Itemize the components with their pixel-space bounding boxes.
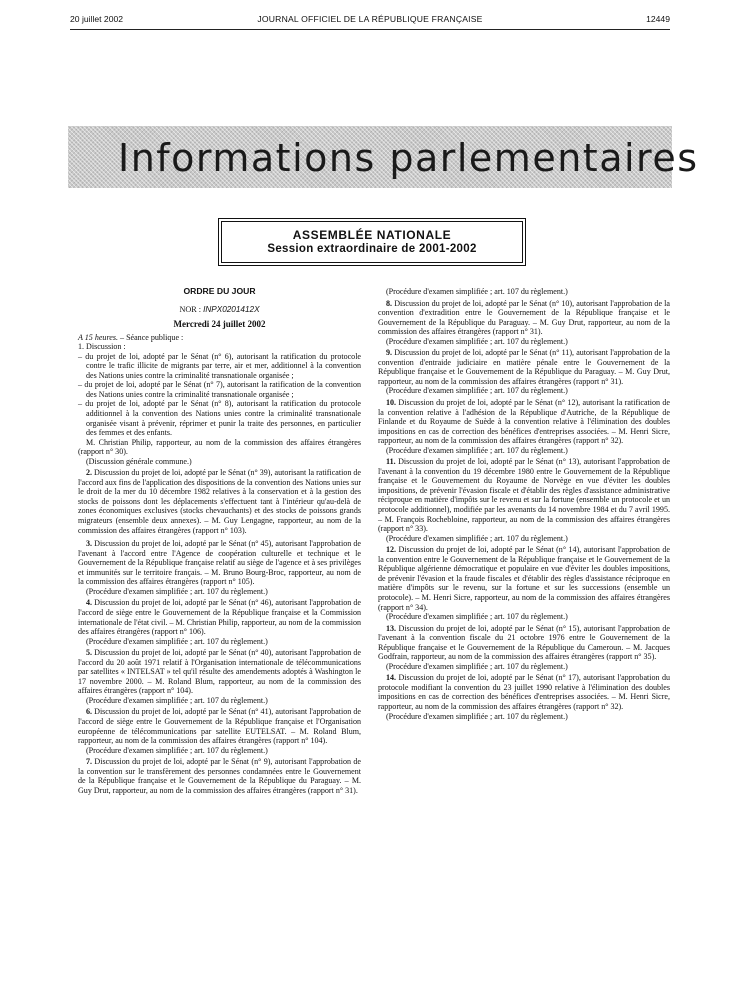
item-text: Discussion du projet de loi, adopté par le Sénat (n° 45), autorisant l'approbation de l'avenant à l'accord entre l'Agence de coopération culturelle et technique et le Gouvernement de la République française relatif au siège de l'agence et à ses privilèges et immunités sur le territoire français. – M. Bruno Bourg-Broc, rapporteur, au nom de la commission des affaires étrangères (rapport n° 105). (78, 539, 361, 587)
agenda-item (78, 707, 361, 745)
agenda-item (378, 398, 670, 446)
nor-code: INPX0201412X (203, 304, 260, 314)
nor-line (78, 305, 361, 315)
bill-bullet: – du projet de loi, adopté par le Sénat (n° 6), autorisant la ratification du protocole contre le trafic illicite de migrants par terre, air et mer, additionnel à la convention des Nations unies contre la criminalité transnationale organisée ; (78, 351, 361, 380)
item-text: Discussion du projet de loi, adopté par le Sénat (n° 14), autorisant l'approbation de la convention entre le Gouvernement de la République française et le Gouvernement de la République algérienne démocratique et populaire en vue d'éviter les doubles impositions, de prévenir l'évasion et la fraude fiscales et d'établir des règles d'assistance réciproque en matière d'impôts sur le revenu, sur la fortune et sur les successions (ensemble un protocole). – M. Henri Sicre, rapporteur, au nom de la commission des affaires étrangères (rapport n° 34). (378, 545, 670, 612)
procedure-note: (Procédure d'examen simplifiée ; art. 107 du règlement.) (386, 445, 568, 455)
agenda-item (378, 673, 670, 711)
item-number: 4. (86, 598, 93, 608)
procedure-note: (Procédure d'examen simplifiée ; art. 107 du règlement.) (386, 612, 568, 622)
item-text: Discussion du projet de loi, adopté par le Sénat (n° 17), autorisant l'approbation du protocole modifiant la convention du 23 juillet 1990 relative à l'élimination des doubles impositions en cas de correction des bénéfices d'entreprises associées. – M. Henri Sicre, rapporteur, au nom de la commission des affaires étrangères (rapport n° 32). (378, 673, 670, 711)
header-page-number: 12449 (646, 14, 670, 24)
assembly-box (221, 221, 523, 263)
item-text: Discussion du projet de loi, adopté par le Sénat (n° 11), autorisant l'approbation de la convention d'entraide judiciaire en matière pénale entre le Gouvernement de la République française et le Gouvernement de la République du Paraguay. – M. Guy Drut, rapporteur, au nom de la commission des affaires étrangères (rapport n° 31). (378, 348, 670, 386)
session-type: – Séance publique : (118, 332, 184, 342)
procedure-note: (Procédure d'examen simplifiée ; art. 107 du règlement.) (386, 386, 568, 396)
item-text: Discussion du projet de loi, adopté par le Sénat (n° 46), autorisant l'approbation de l'accord de siège entre le Gouvernement de la République française et la Commission internationale de l'état civil. – M. Christian Philip, rapporteur, au nom de la commission des affaires étrangères (rapport n° 106). (78, 598, 361, 637)
item-text: Discussion du projet de loi, adopté par le Sénat (n° 41), autorisant l'approbation de l'accord de siège entre le Gouvernement de la République française et l'Organisation européenne de télécommunications par satellite EUTELSAT. – M. Roland Blum, rapporteur, au nom de la commission des affaires étrangères (rapport n° 104). (78, 707, 361, 746)
item-number: 12. (386, 545, 397, 555)
running-header (70, 14, 670, 28)
item-text: Discussion du projet de loi, adopté par le Sénat (n° 12), autorisant la ratification de la convention relative à l'adhésion de la République d'Autriche, de la République de Finlande et du Royaume de Suède à la convention relative à l'élimination des doubles impositions en cas de correction des bénéfices d'entreprises associées. – M. Henri Sicre, rapporteur, au nom de la commission des affaires étrangères (rapport n° 32). (378, 398, 670, 446)
item-number: 2. (86, 468, 93, 478)
agenda-item (78, 648, 361, 696)
agenda-item (78, 598, 361, 636)
agenda-item (78, 757, 361, 795)
item-number: 14. (386, 673, 397, 683)
procedure-note: (Procédure d'examen simplifiée ; art. 107 du règlement.) (386, 533, 568, 543)
bill-bullet: – du projet de loi, adopté par le Sénat (n° 7), autorisant la ratification de la convention des Nations unies contre la criminalité transnationale organisée ; (78, 380, 361, 399)
banner-title: Informations parlementaires (118, 136, 699, 180)
left-column (78, 287, 361, 795)
item-number: 5. (86, 648, 93, 658)
item-text: Discussion du projet de loi, adopté par le Sénat (n° 40), autorisant l'approbation de l'accord du 20 août 1971 relatif à l'Organisation internationale de télécommunications par satellites « INTELSAT » tel qu'il résulte des amendements adoptés à Washington le 17 novembre 2000. – M. Roland Blum, rapporteur, au nom de la commission des affaires étrangères (rapport n° 104). (78, 648, 361, 696)
header-date: 20 juillet 2002 (70, 14, 124, 24)
item-number: 11. (386, 457, 396, 467)
agenda-item (378, 624, 670, 662)
agenda-item (378, 299, 670, 337)
procedure-note: (Procédure d'examen simplifiée ; art. 107 du règlement.) (86, 695, 268, 705)
header-journal-title: JOURNAL OFFICIEL DE LA RÉPUBLIQUE FRANÇAISE (257, 14, 483, 24)
item-number: 13. (386, 623, 397, 633)
assembly-session: Session extraordinaire de 2001-2002 (267, 243, 477, 255)
header-rule (70, 29, 670, 30)
item-number: 10. (386, 398, 397, 408)
item-number: 3. (86, 539, 93, 549)
item-number: 9. (386, 348, 393, 358)
procedure-note: (Procédure d'examen simplifiée ; art. 107 du règlement.) (386, 661, 568, 671)
right-column (378, 287, 670, 723)
section-banner (68, 126, 699, 188)
item-number: 7. (86, 757, 93, 767)
joint-discussion-note: (Discussion générale commune.) (86, 456, 192, 466)
item-text: Discussion du projet de loi, adopté par le Sénat (n° 10), autorisant l'approbation de la convention d'extradition entre le Gouvernement de la République française et le Gouvernement de la République du Paraguay. – M. Guy Drut, rapporteur, au nom de la commission des affaires étrangères (rapport n° 31). (378, 298, 670, 337)
procedure-note: (Procédure d'examen simplifiée ; art. 107 du règlement.) (386, 287, 568, 296)
nor-label: NOR : (179, 304, 204, 314)
item-text: Discussion du projet de loi, adopté par le Sénat (n° 15), autorisant l'approbation de l'avenant à la convention fiscale du 21 octobre 1976 entre le Gouvernement de la République française et le Gouvernement de la République du Cameroun. – M. Jacques Godfrain, rapporteur, au nom de la commission des affaires étrangères (rapport n° 35). (378, 623, 670, 662)
session-hour: A 15 heures. (78, 332, 119, 342)
assembly-title: ASSEMBLÉE NATIONALE (292, 228, 452, 242)
item-number: 8. (386, 298, 393, 308)
agenda-item (378, 545, 670, 612)
sitting-date: Mercredi 24 juillet 2002 (173, 319, 266, 330)
item-text: Discussion du projet de loi, adopté par le Sénat (n° 39), autorisant la ratification de l'accord aux fins de l'application des dispositions de la convention des Nations unies sur le droit de la mer du 10 décembre 1982 relatives à la conservation et à la gestion des stocks de poissons dont les déplacements s'effectuent tant à l'intérieur qu'au-delà de zones économiques exclusives (stocks chevauchants) et des stocks de poissons grands migrateurs (ensemble deux annexes). – M. Guy Lengagne, rapporteur, au nom de la commission des affaires étrangères (rapport n° 103). (78, 468, 361, 535)
session-time (78, 333, 361, 343)
procedure-note: (Procédure d'examen simplifiée ; art. 107 du règlement.) (86, 586, 268, 596)
agenda-item (78, 539, 361, 587)
rapporteur-line: M. Christian Philip, rapporteur, au nom de la commission des affaires étrangères (rapport n° 30). (78, 437, 361, 457)
procedure-note: (Procédure d'examen simplifiée ; art. 107 du règlement.) (86, 636, 268, 646)
agenda-item (78, 468, 361, 535)
discussion-label: 1. Discussion : (78, 342, 126, 352)
procedure-note: (Procédure d'examen simplifiée ; art. 107 du règlement.) (386, 711, 568, 721)
agenda-item (378, 348, 670, 386)
procedure-note: (Procédure d'examen simplifiée ; art. 107 du règlement.) (86, 745, 268, 755)
procedure-note: (Procédure d'examen simplifiée ; art. 107 du règlement.) (386, 336, 568, 346)
bill-bullet: – du projet de loi, adopté par le Sénat (n° 8), autorisant la ratification du protocole additionnel à la convention des Nations unies contre la criminalité transnationale organisée visant à prévenir, réprimer et punir la traite des personnes, en particulier des femmes et des enfants. (78, 399, 361, 438)
item-number: 6. (86, 707, 93, 717)
item-text: Discussion du projet de loi, adopté par le Sénat (n° 9), autorisant l'approbation de la convention sur le transfèrement des personnes condamnées entre le Gouvernement de la République française et le Gouvernement de la République du Paraguay. – M. Guy Drut, rapporteur, au nom de la commission des affaires étrangères (rapport n° 31). (78, 757, 361, 795)
agenda-item (378, 457, 670, 533)
agenda-heading: ORDRE DU JOUR (183, 286, 256, 296)
item-text: Discussion du projet de loi, adopté par le Sénat (n° 13), autorisant l'approbation de l'avenant à la convention du 19 décembre 1980 entre le Gouvernement de la République française et le Gouvernement du Royaume de Norvège en vue d'éviter les doubles impositions, de prévenir l'évasion fiscale et d'établir des règles d'assistance administrative réciproque en matière d'impôts sur le revenu et sur la fortune (ensemble un protocole et un protocole additionnel), modifiée par les avenants du 14 novembre 1984 et du 7 avril 1995. – M. François Rochebloine, rapporteur, au nom de la commission des affaires étrangères (rapport n° 33). (378, 457, 670, 534)
